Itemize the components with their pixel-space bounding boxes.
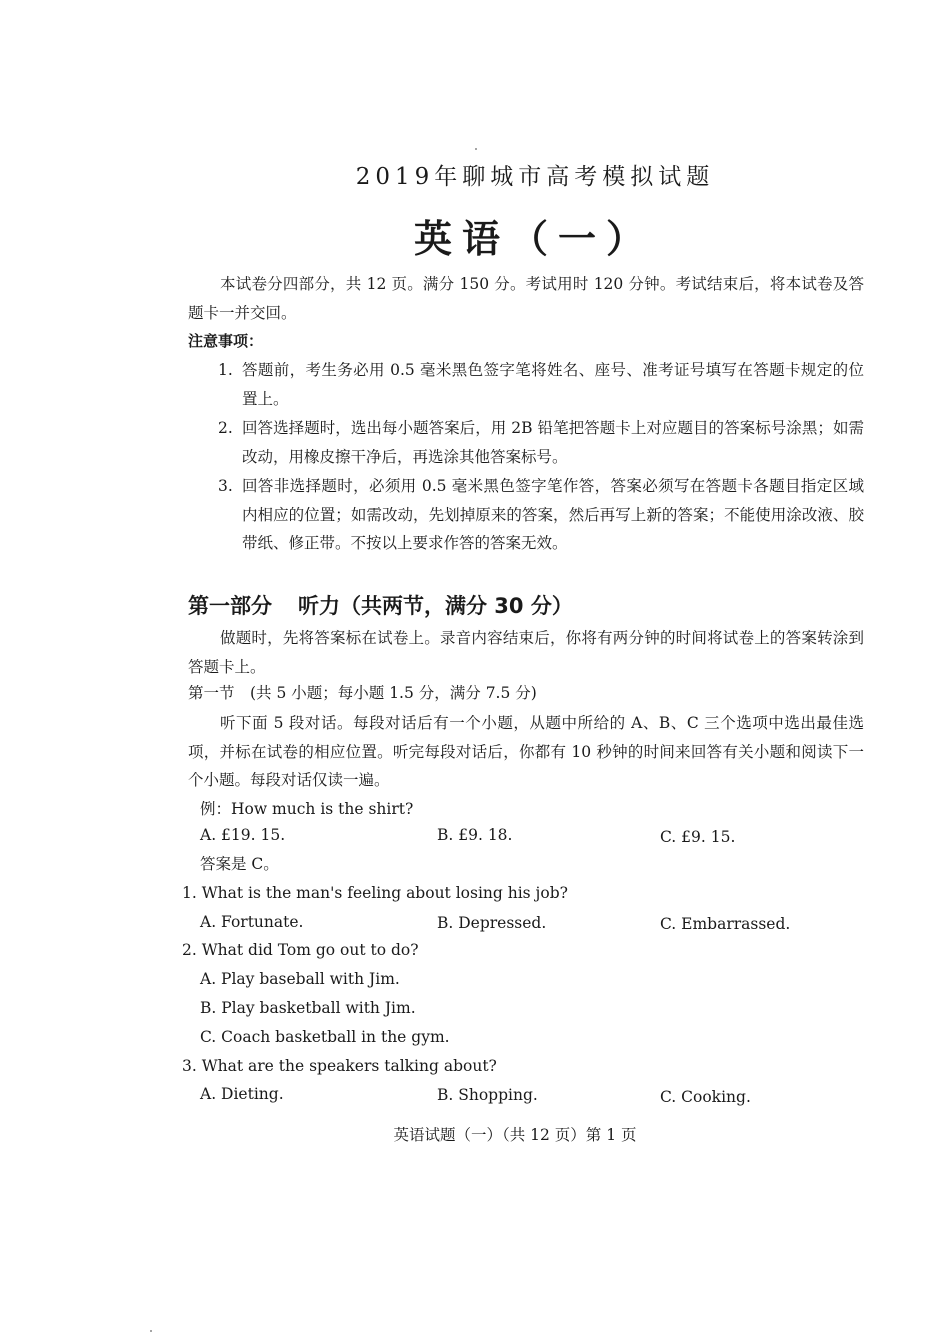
- notice-item-text: 回答选择题时，选出每小题答案后，用 2B 铅笔把答题卡上对应题目的答案标号涂黑；如需改动，用橡皮擦干净后，再选涂其他答案标号。: [242, 419, 864, 466]
- part1-heading-label: 第一部分: [188, 594, 272, 618]
- scan-speck: [150, 1330, 152, 1332]
- example-option-a: A. £19. 15.: [200, 826, 286, 844]
- question-1: 1. What is the man's feeling about losing his job?: [182, 884, 568, 902]
- question-3-option-b: B. Shopping.: [437, 1086, 538, 1104]
- notice-item-3: [218, 472, 864, 558]
- section1-instruction: 听下面 5 段对话。每段对话后有一个小题，从题中所给的 A、B、C 三个选项中选出最佳选项，并标在试卷的相应位置。听完每段对话后，你都有 10 秒钟的时间来回答有关小题和阅读下一个小题。每段对话仅读一遍。: [188, 714, 864, 789]
- page-footer: 英语试题（一）（共 12 页）第 1 页: [393, 1126, 637, 1144]
- notice-item-1: [218, 356, 864, 413]
- question-2-option-b: B. Play basketball with Jim.: [200, 999, 416, 1017]
- notice-item-number: 2.: [218, 419, 233, 437]
- part1-heading: [188, 590, 573, 620]
- subject-title: 英语（一）: [413, 217, 654, 261]
- notice-item-text: 答题前，考生务必用 0.5 毫米黑色签字笔将姓名、座号、准考证号填写在答题卡规定的位置上。: [242, 361, 864, 408]
- question-3-option-a: A. Dieting.: [200, 1085, 284, 1103]
- exam-title: 2019年聊城市高考模拟试题: [355, 164, 715, 190]
- question-2: 2. What did Tom go out to do?: [182, 941, 419, 959]
- example-option-b: B. £9. 18.: [437, 826, 513, 844]
- notice-item-2: [218, 414, 864, 471]
- scan-speck: [475, 148, 477, 150]
- intro-paragraph: 本试卷分四部分，共 12 页。满分 150 分。考试用时 120 分钟。考试结束后，将本试卷及答题卡一并交回。: [188, 275, 864, 322]
- question-1-option-b: B. Depressed.: [437, 914, 547, 932]
- notice-item-text: 回答非选择题时，必须用 0.5 毫米黑色签字笔作答，答案必须写在答题卡各题目指定区域内相应的位置；如需改动，先划掉原来的答案，然后再写上新的答案；不能使用涂改液、胶带纸、修正带。不按以上要求作答的答案无效。: [242, 477, 864, 552]
- notice-item-number: 3.: [218, 477, 233, 495]
- question-1-option-a: A. Fortunate.: [200, 913, 304, 931]
- question-1-option-c: C. Embarrassed.: [660, 915, 791, 933]
- notice-heading: 注意事项：: [188, 332, 264, 350]
- example-option-c: C. £9. 15.: [660, 828, 736, 846]
- question-2-option-c: C. Coach basketball in the gym.: [200, 1028, 450, 1046]
- example-answer: 答案是 C。: [200, 855, 279, 873]
- section1-label: 第一节 (共 5 小题；每小题 1.5 分，满分 7.5 分): [188, 684, 537, 702]
- part1-heading-title: 听力（共两节，满分 30 分）: [298, 594, 573, 618]
- part1-instruction: 做题时，先将答案标在试卷上。录音内容结束后，你将有两分钟的时间将试卷上的答案转涂到答题卡上。: [188, 629, 864, 676]
- question-2-option-a: A. Play baseball with Jim.: [200, 970, 400, 988]
- question-3-option-c: C. Cooking.: [660, 1088, 751, 1106]
- example-question: 例：How much is the shirt?: [200, 800, 414, 818]
- notice-item-number: 1.: [218, 361, 233, 379]
- question-3: 3. What are the speakers talking about?: [182, 1057, 497, 1075]
